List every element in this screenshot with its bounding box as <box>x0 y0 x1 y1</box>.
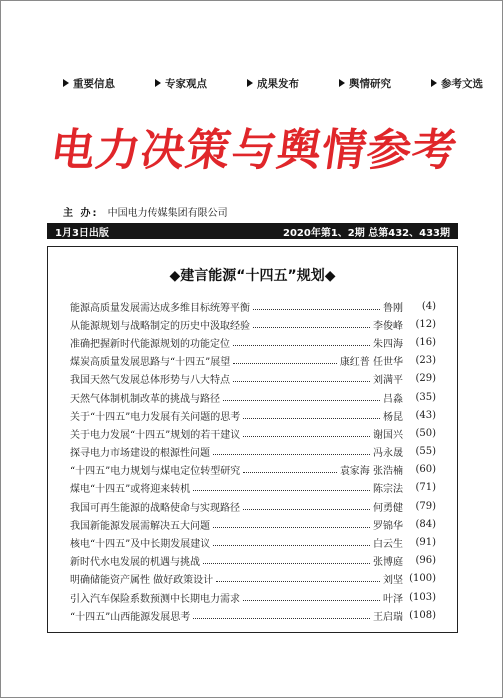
toc-author: 罗锦华 <box>373 520 403 532</box>
toc-row[interactable] <box>70 533 436 551</box>
toc-page-number: (91) <box>415 537 436 549</box>
toc-page-number: (108) <box>409 609 436 621</box>
triangle-bullet-icon <box>431 79 437 87</box>
toc-leader-dots <box>243 472 337 473</box>
toc-row[interactable] <box>70 497 436 515</box>
toc-leader-dots <box>213 454 370 455</box>
sponsor-name: 中国电力传媒集团有限公司 <box>107 208 228 219</box>
nav-item-label: 专家观点 <box>165 77 207 90</box>
toc-leader-dots <box>243 436 370 437</box>
toc-row[interactable] <box>70 406 436 424</box>
toc-author: 袁家海 张浩楠 <box>339 466 403 478</box>
toc-page-number: (12) <box>415 318 436 330</box>
sponsor-label: 主 办: <box>63 208 99 219</box>
toc-row[interactable] <box>70 443 436 461</box>
masthead-char: 参 <box>363 125 415 176</box>
masthead-char: 情 <box>318 125 370 176</box>
toc-row[interactable] <box>70 606 436 624</box>
toc-leader-dots <box>243 600 380 601</box>
toc-author: 谢国兴 <box>373 429 403 441</box>
toc-author: 鲁刚 <box>383 302 403 314</box>
toc-article-title: 能源高质量发展需达成多维目标统筹平衡 <box>70 302 250 314</box>
toc-page-number: (35) <box>415 391 436 403</box>
masthead-char: 舆 <box>273 125 325 176</box>
triangle-bullet-icon <box>247 79 253 87</box>
toc-leader-dots <box>243 418 380 419</box>
nav-item-expert-views[interactable] <box>155 76 207 91</box>
toc-article-title: 新时代水电发展的机遇与挑战 <box>70 557 200 569</box>
toc-leader-dots <box>253 309 380 310</box>
toc-leader-dots <box>233 363 337 364</box>
toc-leader-dots <box>193 490 370 491</box>
toc-article-title: “十四五”电力规划与煤电定位转型研究 <box>70 466 241 478</box>
nav-item-opinion-research[interactable] <box>339 76 391 91</box>
nav-item-results[interactable] <box>247 76 299 91</box>
toc-page-number: (96) <box>415 555 436 567</box>
nav-item-reference[interactable] <box>431 76 483 91</box>
issue-bar <box>47 223 458 239</box>
toc-page-number: (23) <box>415 355 436 367</box>
toc-row[interactable] <box>70 552 436 570</box>
toc-article-title: 煤电“十四五”或将迎来转机 <box>70 484 191 496</box>
toc-row[interactable] <box>70 297 436 315</box>
toc-leader-dots <box>193 618 370 619</box>
toc-leader-dots <box>233 381 370 382</box>
section-nav <box>63 74 483 92</box>
toc-article-title: 我国天然气发展总体形势与八大特点 <box>70 375 230 387</box>
issue-number: 2020年第1、2期 总第432、433期 <box>283 227 450 239</box>
masthead-char: 考 <box>408 125 460 176</box>
toc-leader-dots <box>233 345 370 346</box>
toc-page-number: (50) <box>415 427 436 439</box>
section-title: ◆建言能源“十四五”规划◆ <box>169 268 336 284</box>
toc-leader-dots <box>213 527 370 528</box>
toc-row[interactable] <box>70 352 436 370</box>
nav-item-important-info[interactable] <box>63 76 115 91</box>
toc-page-number: (84) <box>415 518 436 530</box>
toc-author: 白云生 <box>373 539 403 551</box>
toc-article-title: 天然气体制机制改革的挑战与路径 <box>70 393 220 405</box>
toc-row[interactable] <box>70 370 436 388</box>
masthead-char: 策 <box>182 125 235 176</box>
masthead-char: 决 <box>137 125 189 176</box>
toc-leader-dots <box>223 400 380 401</box>
toc-author: 李俊峰 <box>373 320 403 332</box>
toc-page-number: (103) <box>409 591 436 603</box>
toc-article-title: 探寻电力市场建设的根源性问题 <box>70 448 210 460</box>
toc-page-number: (55) <box>415 446 436 458</box>
toc-author: 王启瑞 <box>373 611 403 623</box>
masthead-char: 与 <box>227 125 280 176</box>
toc-page-number: (71) <box>415 482 436 494</box>
issue-date: 1月3日出版 <box>55 227 109 239</box>
triangle-bullet-icon <box>155 79 161 87</box>
toc-page-number: (43) <box>415 409 436 421</box>
toc-author: 刘满平 <box>373 375 403 387</box>
toc-row[interactable] <box>70 479 436 497</box>
toc-page-number: (4) <box>421 300 436 312</box>
toc-author: 吕淼 <box>383 393 403 405</box>
nav-item-label: 参考文选 <box>441 77 483 90</box>
toc-row[interactable] <box>70 424 436 442</box>
nav-item-label: 成果发布 <box>257 77 299 90</box>
toc-row[interactable] <box>70 461 436 479</box>
toc-author: 刘坚 <box>383 575 403 587</box>
toc-page-number: (60) <box>415 464 436 476</box>
toc-author: 冯永晟 <box>373 448 403 460</box>
toc-article-title: 准确把握新时代能源规划的功能定位 <box>70 338 230 350</box>
toc-article-title: 核电“十四五”及中长期发展建议 <box>70 539 211 551</box>
contents-box <box>47 246 458 633</box>
toc-author: 陈宗法 <box>373 484 403 496</box>
toc-row[interactable] <box>70 333 436 351</box>
toc-author: 张博庭 <box>373 557 403 569</box>
toc-page-number: (16) <box>415 336 436 348</box>
toc-page-number: (79) <box>415 500 436 512</box>
toc-row[interactable] <box>70 388 436 406</box>
masthead-title <box>47 119 460 183</box>
nav-item-label: 重要信息 <box>73 77 115 90</box>
toc-article-title: 引入汽车保险系数预测中长期电力需求 <box>70 593 240 605</box>
toc-article-title: “十四五”山西能源发展思考 <box>70 611 191 623</box>
toc-author: 叶泽 <box>383 593 403 605</box>
nav-item-label: 舆情研究 <box>349 77 391 90</box>
toc-author: 何勇健 <box>373 502 403 514</box>
table-of-contents <box>70 297 436 624</box>
toc-article-title: 明确储能资产属性 做好政策设计 <box>70 575 214 587</box>
toc-row[interactable] <box>70 315 436 333</box>
triangle-bullet-icon <box>63 79 69 87</box>
toc-article-title: 关于电力发展“十四五”规划的若干建议 <box>70 429 241 441</box>
masthead-char: 力 <box>92 125 144 176</box>
toc-row[interactable] <box>70 588 436 606</box>
toc-author: 杨昆 <box>383 411 403 423</box>
toc-leader-dots <box>243 509 370 510</box>
toc-article-title: 我国新能源发展需解决五大问题 <box>70 520 210 532</box>
toc-leader-dots <box>253 327 370 328</box>
toc-row[interactable] <box>70 570 436 588</box>
toc-article-title: 煤炭高质量发展思路与“十四五”展望 <box>70 357 231 369</box>
masthead-char: 电 <box>47 125 99 176</box>
toc-article-title: 关于“十四五”电力发展有关问题的思考 <box>70 411 241 423</box>
toc-leader-dots <box>216 581 380 582</box>
toc-leader-dots <box>213 545 370 546</box>
toc-article-title: 我国可再生能源的战略使命与实现路径 <box>70 502 240 514</box>
toc-author: 康红普 任世华 <box>339 357 403 369</box>
toc-author: 朱四海 <box>373 338 403 350</box>
toc-leader-dots <box>203 563 370 564</box>
triangle-bullet-icon <box>339 79 345 87</box>
toc-article-title: 从能源规划与战略制定的历史中汲取经验 <box>70 320 250 332</box>
sponsor-line <box>63 204 228 219</box>
toc-page-number: (29) <box>415 373 436 385</box>
toc-row[interactable] <box>70 515 436 533</box>
toc-page-number: (100) <box>409 573 436 585</box>
